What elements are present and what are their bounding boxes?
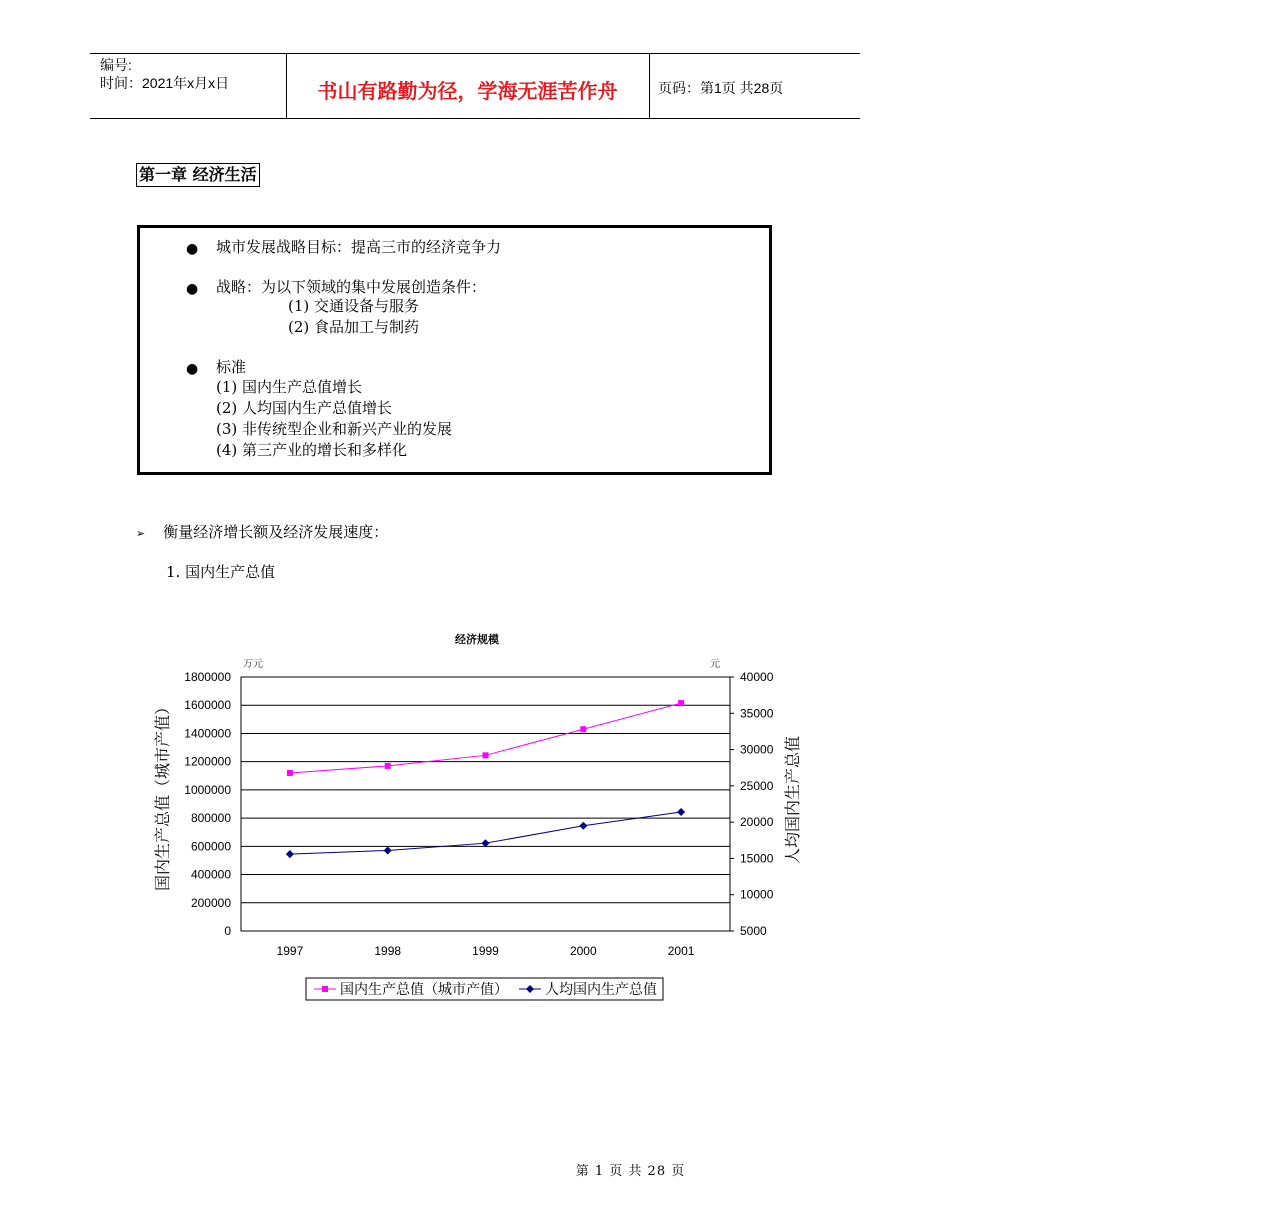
right-tick-label: 25000 [740,778,774,793]
left-tick-label: 1000000 [184,782,231,797]
goal-bullet-1: 城市发展战略目标：提高三市的经济竞争力 [216,238,502,256]
header-bottom-rule [90,118,860,119]
x-tick-label: 1998 [374,944,402,958]
legend-label: 国内生产总值（城市产值） [340,981,508,997]
goal-sub-item: (1) 国内生产总值增长 [216,378,363,396]
x-tick-label: 2001 [667,944,695,958]
x-tick-label: 1997 [276,944,304,958]
goal-bullet-3: 标准 [216,358,247,376]
serial-label: 编号: [100,57,132,73]
header-meta [100,56,229,92]
data-point [385,763,391,769]
series-line [290,703,681,773]
left-tick-label: 400000 [190,867,231,882]
left-axis-label: 国内生产总值（城市产值） [155,698,172,892]
chart-gridlines [241,705,730,903]
economic-scale-chart [150,625,802,1010]
numbered-item: 1. 国内生产总值 [166,563,276,581]
right-axis-unit: 元 [710,659,720,670]
data-point [384,846,392,854]
chart-series [286,700,685,858]
x-tick-label: 2000 [569,944,597,958]
x-axis-ticks [277,944,695,958]
bullet-icon: ● [186,361,199,377]
left-tick-label: 600000 [190,839,231,854]
data-point [677,808,685,816]
data-point [287,770,293,776]
right-tick-label: 30000 [740,742,774,757]
right-axis-label: 人均国内生产总值 [785,735,802,865]
data-point [678,700,684,706]
left-tick-label: 1600000 [184,698,231,713]
data-point [580,726,586,732]
bullet-icon: ● [186,241,199,257]
chapter-title: 第一章 经济生活 [136,163,260,187]
legend-marker [322,986,328,992]
left-tick-label: 800000 [190,811,231,826]
plot-area [241,677,730,931]
left-tick-label: 0 [224,924,231,938]
goal-sub-item: (2) 食品加工与制药 [288,318,420,336]
time-label: 时间：2021年x月x日 [100,75,230,91]
chart-legend [306,978,663,1000]
chart-title: 经济规模 [455,634,499,646]
x-tick-label: 1999 [472,944,499,958]
legend-label: 人均国内生产总值 [545,981,657,997]
left-tick-label: 1400000 [184,726,231,741]
data-point [286,850,294,858]
right-tick-label: 20000 [740,815,774,830]
header-divider [649,53,650,118]
right-tick-label: 5000 [740,924,767,938]
goal-sub-item: (1) 交通设备与服务 [288,297,420,315]
page-footer: 第 1 页 共 28 页 [575,1164,686,1179]
header-motto: 书山有路勤为径，学海无涯苦作舟 [317,79,618,103]
goal-sub-item: (4) 第三产业的增长和多样化 [216,441,408,459]
arrow-bullet-icon: ➢ [136,527,146,540]
right-tick-label: 10000 [740,887,774,902]
right-tick-label: 40000 [740,670,774,684]
left-tick-label: 1200000 [184,754,231,769]
right-axis-ticks [730,670,774,938]
header-top-rule [90,53,860,54]
data-point [579,822,587,830]
goal-sub-item: (3) 非传统型企业和新兴产业的发展 [216,420,453,438]
left-axis-ticks [184,670,231,938]
left-axis-unit: 万元 [243,659,263,670]
goals-box [137,225,772,475]
bullet-icon: ● [186,281,199,297]
right-tick-label: 15000 [740,851,774,866]
goal-bullet-2: 战略：为以下领域的集中发展创造条件： [216,278,487,296]
section-line [136,521,388,542]
left-tick-label: 200000 [190,895,231,910]
left-tick-label: 1800000 [184,670,231,684]
header-page-info: 页码：第1页 共28页 [658,80,784,96]
right-tick-label: 35000 [740,706,774,721]
goal-sub-item: (2) 人均国内生产总值增长 [216,399,393,417]
section-line-text: 衡量经济增长额及经济发展速度： [163,523,389,541]
data-point [483,752,489,758]
